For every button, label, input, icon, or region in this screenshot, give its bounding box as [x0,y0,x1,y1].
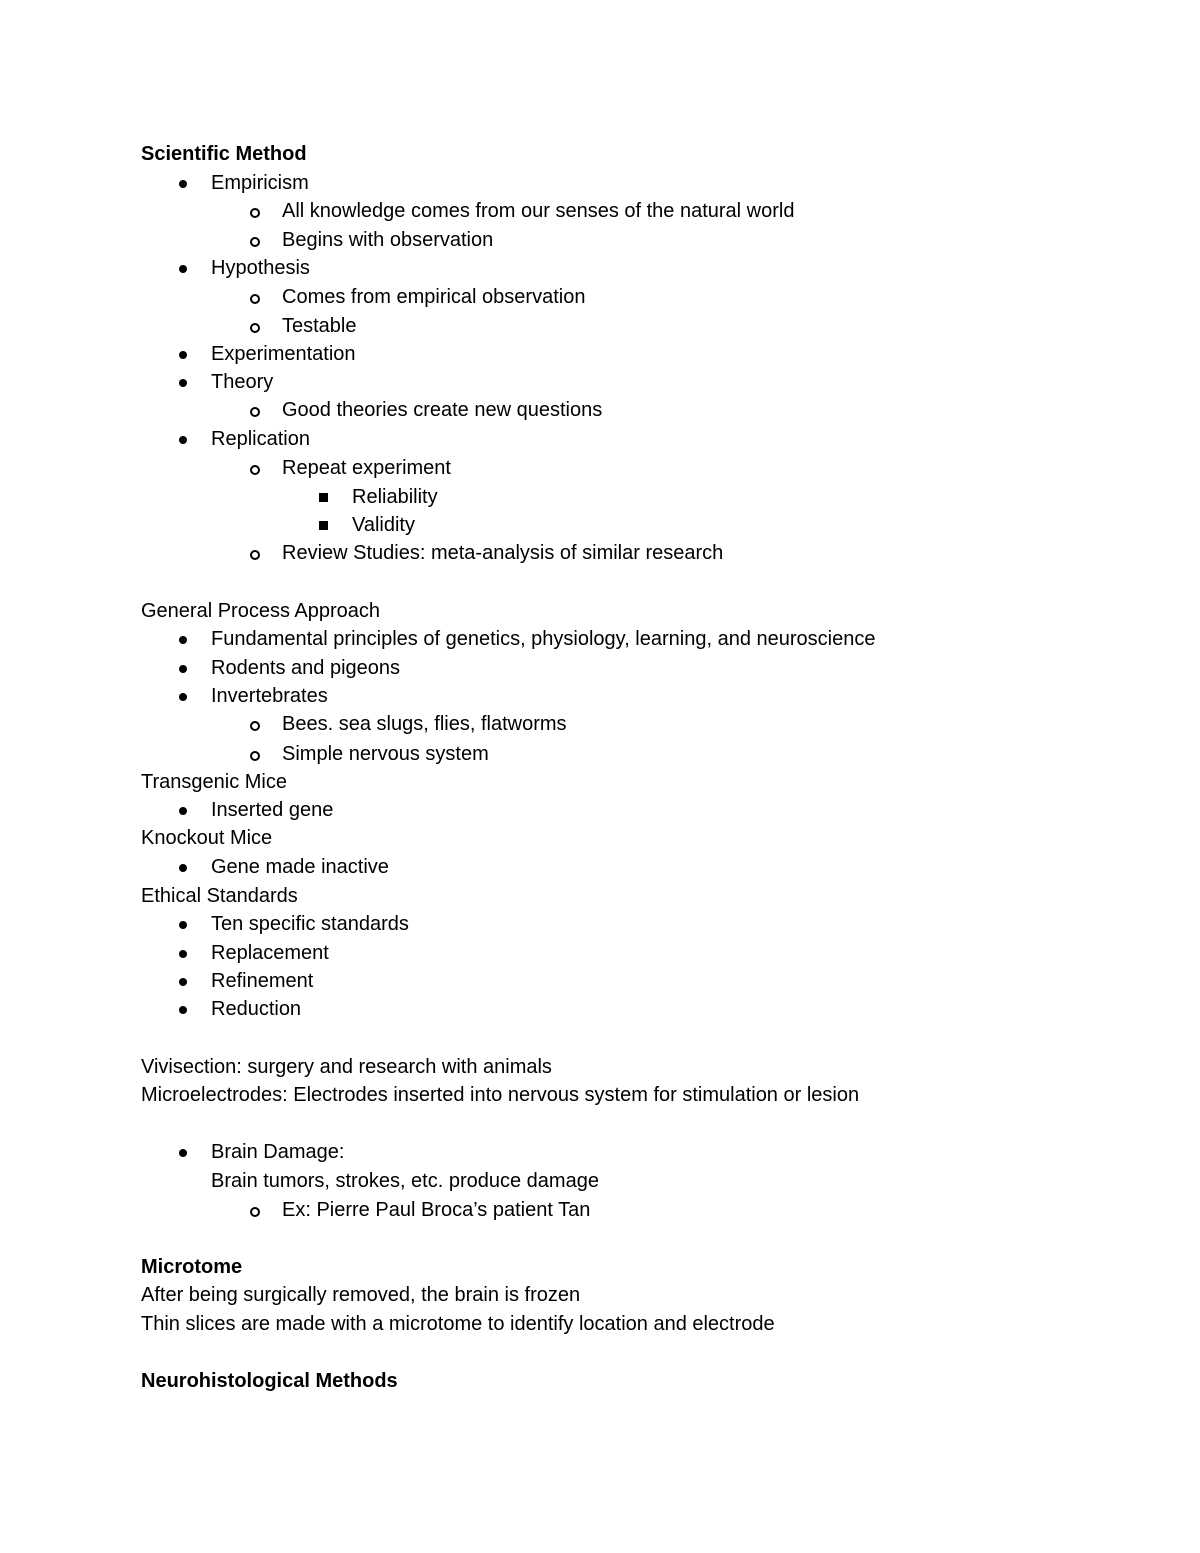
list-item-text: Refinement [211,970,314,992]
list-item-text: Replication [211,428,310,450]
list-item-text: Theory [211,371,274,393]
list-item-text: Simple nervous system [282,743,489,765]
bullet-disc-icon [179,636,187,644]
list-item-text: Bees. sea slugs, flies, flatworms [282,713,567,735]
list-item-text: Brain Damage: [211,1141,345,1163]
bullet-disc-icon [179,807,187,815]
heading-text: Knockout Mice [141,827,273,849]
bullet-circle-icon [250,208,260,218]
heading-text: Scientific Method [141,143,307,165]
bullet-disc-icon [179,978,187,986]
bullet-circle-icon [250,1207,260,1217]
list-item-text: Ex: Pierre Paul Broca’s patient Tan [282,1199,591,1221]
bullet-disc-icon [179,950,187,958]
bullet-disc-icon [179,921,187,929]
list-item-text: Reliability [352,486,438,508]
heading-text: Transgenic Mice [141,771,287,793]
bullet-disc-icon [179,693,187,701]
bullet-circle-icon [250,237,260,247]
bullet-square-icon [319,521,328,530]
heading-text: General Process Approach [141,600,381,622]
list-item-text: Reduction [211,998,302,1020]
paragraph-text: Thin slices are made with a microtome to identify location and electrode [141,1313,775,1335]
list-item-text: Fundamental principles of genetics, physiology, learning, and neuroscience [211,628,876,650]
bullet-disc-icon [179,351,187,359]
bullet-circle-icon [250,751,260,761]
bullet-disc-icon [179,180,187,188]
bullet-circle-icon [250,550,260,560]
paragraph-text: After being surgically removed, the brain is frozen [141,1284,581,1306]
bullet-disc-icon [179,436,187,444]
paragraph-text: Microelectrodes: Electrodes inserted into nervous system for stimulation or lesion [141,1084,860,1106]
list-item-text: Gene made inactive [211,856,389,878]
bullet-circle-icon [250,294,260,304]
list-item-text: Experimentation [211,343,356,365]
bullet-disc-icon [179,1149,187,1157]
list-item-text: Hypothesis [211,257,310,279]
paragraph-text: Vivisection: surgery and research with animals [141,1056,552,1078]
list-item-text: Begins with observation [282,229,494,251]
bullet-disc-icon [179,1006,187,1014]
bullet-disc-icon [179,864,187,872]
list-item-text: Review Studies: meta-analysis of similar research [282,542,724,564]
list-item-text: Testable [282,315,357,337]
list-item-text: Invertebrates [211,685,328,707]
list-item-text: Good theories create new questions [282,399,603,421]
bullet-circle-icon [250,407,260,417]
bullet-circle-icon [250,465,260,475]
list-item-text: Replacement [211,942,329,964]
bullet-disc-icon [179,265,187,273]
list-item-text: Comes from empirical observation [282,286,586,308]
heading-text: Ethical Standards [141,885,298,907]
list-item-text: Brain tumors, strokes, etc. produce damage [211,1170,599,1192]
list-item-text: All knowledge comes from our senses of the natural world [282,200,795,222]
heading-text: Microtome [141,1256,243,1278]
list-item-text: Empiricism [211,172,309,194]
list-item-text: Rodents and pigeons [211,657,401,679]
bullet-disc-icon [179,379,187,387]
bullet-square-icon [319,493,328,502]
list-item-text: Inserted gene [211,799,334,821]
list-item-text: Validity [352,514,415,536]
heading-text: Neurohistological Methods [141,1370,398,1392]
list-item-text: Repeat experiment [282,457,451,479]
bullet-disc-icon [179,665,187,673]
bullet-circle-icon [250,721,260,731]
bullet-circle-icon [250,323,260,333]
list-item-text: Ten specific standards [211,913,409,935]
